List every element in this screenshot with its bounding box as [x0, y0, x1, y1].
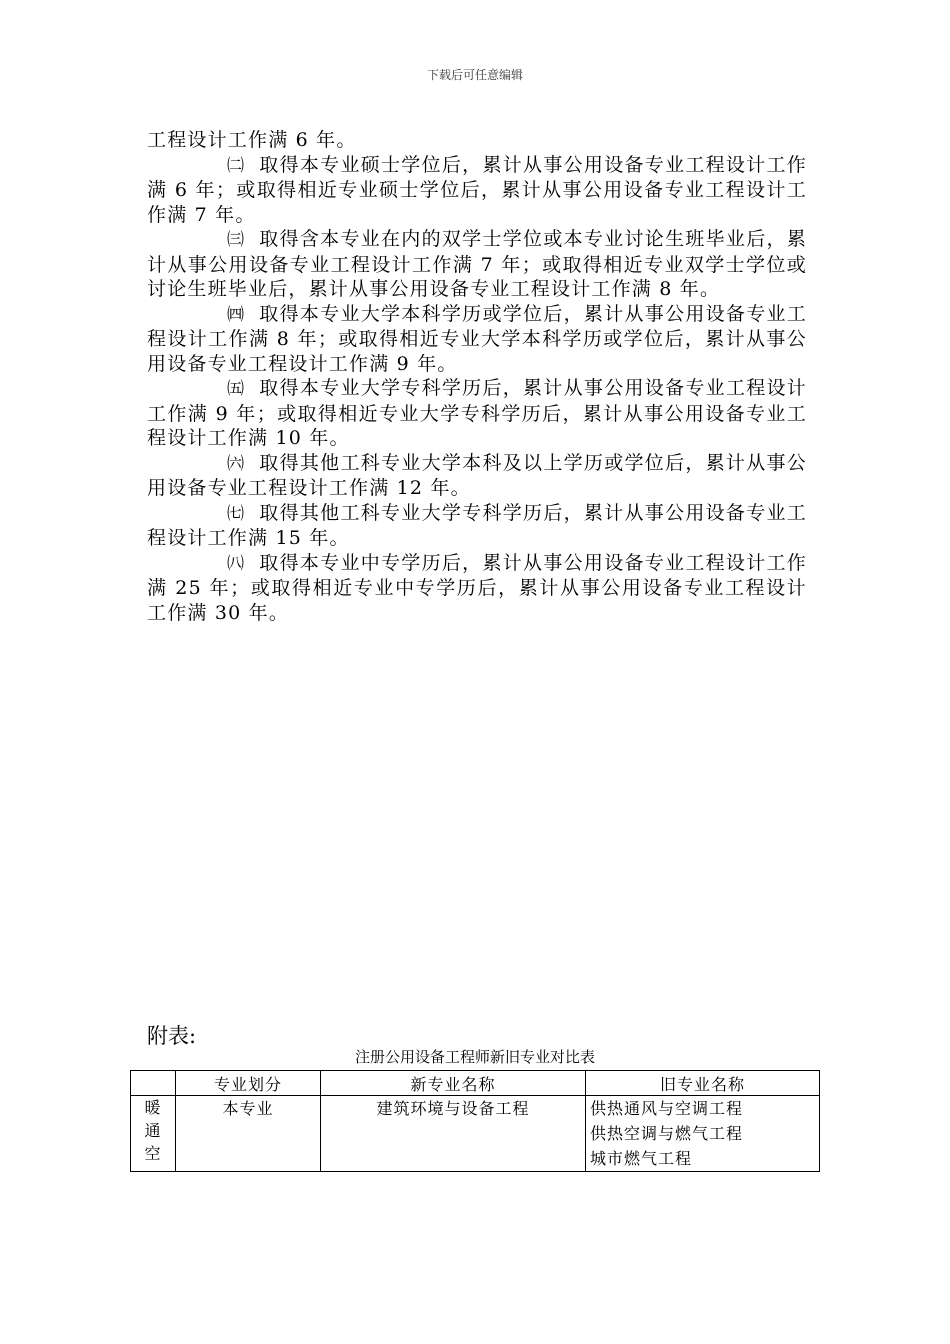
paragraph-item-2	[147, 153, 807, 228]
old-name-item: 供热通风与空调工程	[590, 1099, 744, 1118]
item-number: ㈦	[227, 503, 246, 524]
item-number: ㈥	[227, 453, 246, 474]
column-header-new-name: 新专业名称	[321, 1071, 586, 1096]
category-char: 通	[144, 1121, 162, 1140]
paragraph-text: 工程设计工作满 6 年。	[147, 129, 357, 151]
paragraph-text: 取得其他工科专业大学专科学历后，累计从事公用设备专业工程设计工作满 15 年。	[147, 501, 807, 549]
document-body	[147, 128, 807, 625]
paragraph-item-7	[147, 501, 807, 551]
division-cell: 本专业	[176, 1096, 321, 1172]
paragraph-item-5	[147, 376, 807, 451]
paragraph-item-3	[147, 227, 807, 302]
category-cell	[131, 1096, 176, 1172]
old-name-cell	[586, 1096, 820, 1172]
item-number: ㈧	[227, 553, 246, 574]
table-title: 注册公用设备工程师新旧专业对比表	[354, 1048, 595, 1066]
paragraph-text: 取得本专业硕士学位后，累计从事公用设备专业工程设计工作满 6 年；或取得相近专业硕士学位后，累计从事公用设备专业工程设计工作满 7 年。	[147, 153, 807, 226]
paragraph-text: 取得含本专业在内的双学士学位或本专业讨论生班毕业后，累计从事公用设备专业工程设计工作满 7 年；或取得相近专业双学士学位或讨论生班毕业后，累计从事公用设备专业工程设计工作满 8 年。	[147, 228, 807, 300]
item-number: ㈢	[227, 230, 246, 250]
column-header-old-name: 旧专业名称	[586, 1071, 820, 1096]
table-header-row	[131, 1071, 820, 1096]
paragraph-item-8	[147, 551, 807, 626]
paragraph-text: 取得本专业大学本科学历或学位后，累计从事公用设备专业工程设计工作满 8 年；或取得相近专业大学本科学历或学位后，累计从事公用设备专业工程设计工作满 9 年。	[147, 302, 807, 375]
category-char: 空	[144, 1144, 162, 1163]
column-header-category	[131, 1071, 176, 1096]
table-row	[131, 1096, 820, 1172]
paragraph-item-4	[147, 302, 807, 377]
paragraph-item-6	[147, 451, 807, 501]
column-header-division: 专业划分	[176, 1071, 321, 1096]
category-char: 暖	[144, 1098, 162, 1117]
item-number: ㈣	[227, 304, 246, 325]
old-name-item: 城市燃气工程	[590, 1149, 693, 1168]
page-header: 下载后可任意编辑	[426, 68, 523, 82]
paragraph-text: 取得本专业大学专科学历后，累计从事公用设备专业工程设计工作满 9 年；或取得相近专业大学专科学历后，累计从事公用设备专业工程设计工作满 10 年。	[147, 377, 807, 449]
new-name-cell: 建筑环境与设备工程	[321, 1096, 586, 1172]
appendix-label: 附表:	[147, 1024, 197, 1048]
paragraph-continuation	[147, 128, 807, 153]
item-number: ㈡	[227, 155, 246, 176]
major-comparison-table	[130, 1070, 820, 1172]
paragraph-text: 取得本专业中专学历后，累计从事公用设备专业工程设计工作满 25 年；或取得相近专业中专学历后，累计从事公用设备专业工程设计工作满 30 年。	[147, 551, 807, 624]
old-name-item: 供热空调与燃气工程	[590, 1124, 744, 1143]
paragraph-text: 取得其他工科专业大学本科及以上学历或学位后，累计从事公用设备专业工程设计工作满 12 年。	[147, 451, 807, 499]
item-number: ㈤	[227, 379, 246, 399]
